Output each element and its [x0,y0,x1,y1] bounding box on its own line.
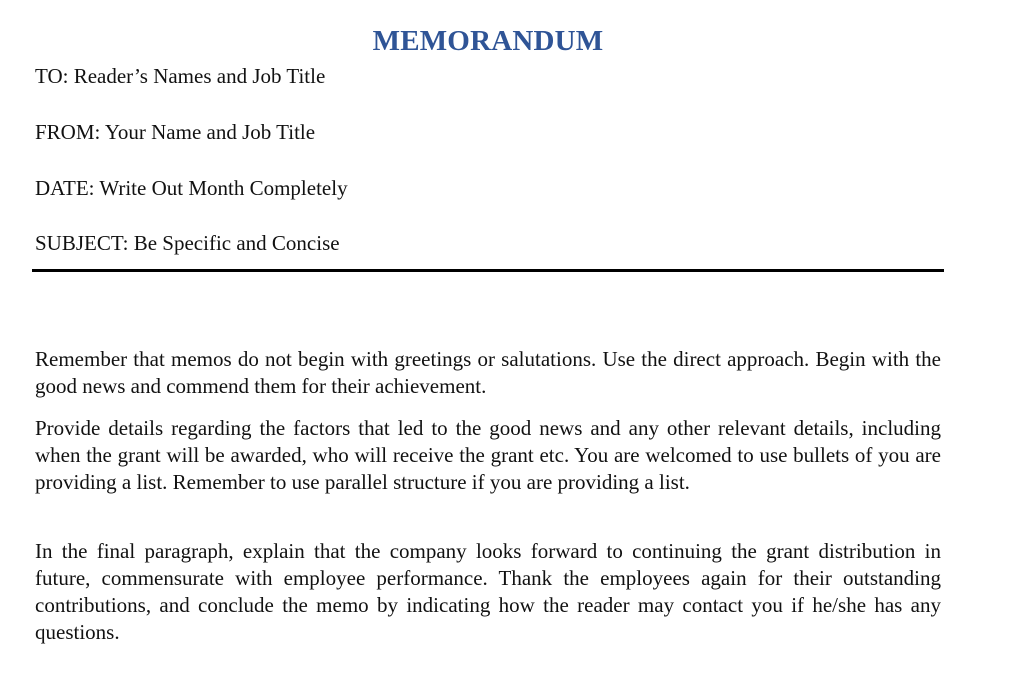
subject-line: SUBJECT: Be Specific and Concise [35,231,340,255]
body-paragraph-3: In the final paragraph, explain that the company looks forward to continuing the grant distribution in future, commensurate with employee performance. Thank the employees again for their outstanding contributions, and conclude the memo by indicating how the reader may contact you if he/she has any questions. [35,539,941,644]
date-line: DATE: Write Out Month Completely [35,176,348,200]
from-line: FROM: Your Name and Job Title [35,120,316,144]
body-paragraph-2: Provide details regarding the factors that led to the good news and any other relevant details, including when the grant will be awarded, who will receive the grant etc. You are welcomed to use bullets of you are providing a list. Remember to use parallel structure if you are providing a list. [35,416,941,494]
to-line: TO: Reader’s Names and Job Title [35,64,326,88]
memo-title: MEMORANDUM [372,25,604,57]
header-divider [32,269,944,272]
body-paragraph-1: Remember that memos do not begin with greetings or salutations. Use the direct approach. Begin with the good news and commend them for their achievement. [35,347,941,398]
